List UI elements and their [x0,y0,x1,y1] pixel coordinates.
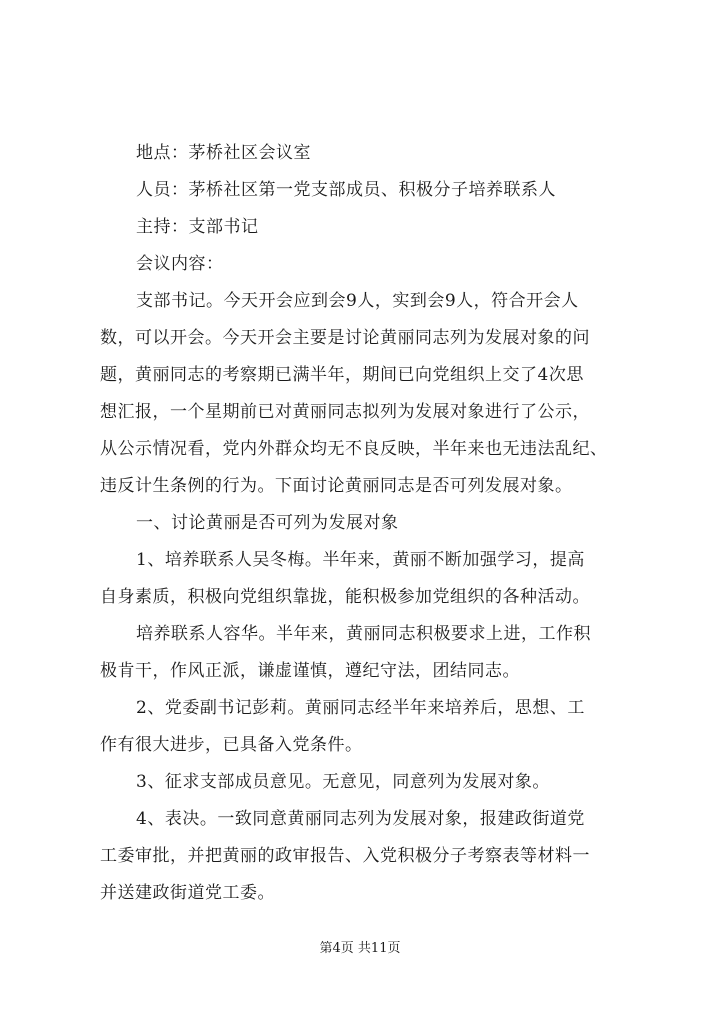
document-body [100,135,620,912]
paragraph-line: 1、培养联系人吴冬梅。半年来，黄丽不断加强学习，提高 [136,550,585,570]
section-one-heading: 一、讨论黄丽是否可列为发展对象 [136,513,399,533]
paragraph-line: 违反计生条例的行为。下面讨论黄丽同志是否可列发展对象。 [100,476,573,496]
paragraph-line: 作有很大进步，已具备入党条件。 [100,735,363,755]
paragraph-line: 4、表决。一致同意黄丽同志列为发展对象，报建政街道党 [136,809,585,829]
secretary-opening-paragraph [100,283,620,505]
page-footer [0,937,720,956]
paragraph-line: 极肯干，作风正派，谦虚谨慎，遵纪守法，团结同志。 [100,661,520,681]
host-line: 主持：支部书记 [136,217,259,237]
paragraph-line: 培养联系人容华。半年来，黄丽同志积极要求上进，工作积 [136,624,591,644]
item-4-paragraph [100,801,620,912]
paragraph-line: 工委审批，并把黄丽的政审报告、入党积极分子考察表等材料一 [100,846,590,866]
item-rong-paragraph [100,616,620,690]
location-line: 地点：茅桥社区会议室 [136,143,311,163]
attendees-line: 人员：茅桥社区第一党支部成员、积极分子培养联系人 [136,180,556,200]
paragraph-line: 3、征求支部成员意见。无意见，同意列为发展对象。 [136,772,550,792]
paragraph-line: 自身素质，积极向党组织靠拢，能积极参加党组织的各种活动。 [100,587,590,607]
paragraph-line: 题，黄丽同志的考察期已满半年，期间已向党组织上交了4次思 [100,365,584,385]
content-heading: 会议内容： [136,254,224,274]
paragraph-line: 数，可以开会。今天开会主要是讨论黄丽同志列为发展对象的问 [100,328,590,348]
item-3-paragraph [100,764,620,801]
paragraph-line: 2、党委副书记彭莉。黄丽同志经半年来培养后，思想、工 [136,698,585,718]
page-indicator: 第4页 共11页 [319,941,401,956]
item-2-paragraph [100,690,620,764]
item-1-paragraph [100,542,620,616]
paragraph-line: 从公示情况看，党内外群众均无不良反映，半年来也无违法乱纪、 [100,439,608,459]
paragraph-line: 支部书记。今天开会应到会9人，实到会9人，符合开会人 [136,291,579,311]
paragraph-line: 想汇报，一个星期前已对黄丽同志拟列为发展对象进行了公示， [100,402,590,422]
paragraph-line: 并送建政街道党工委。 [100,883,275,903]
